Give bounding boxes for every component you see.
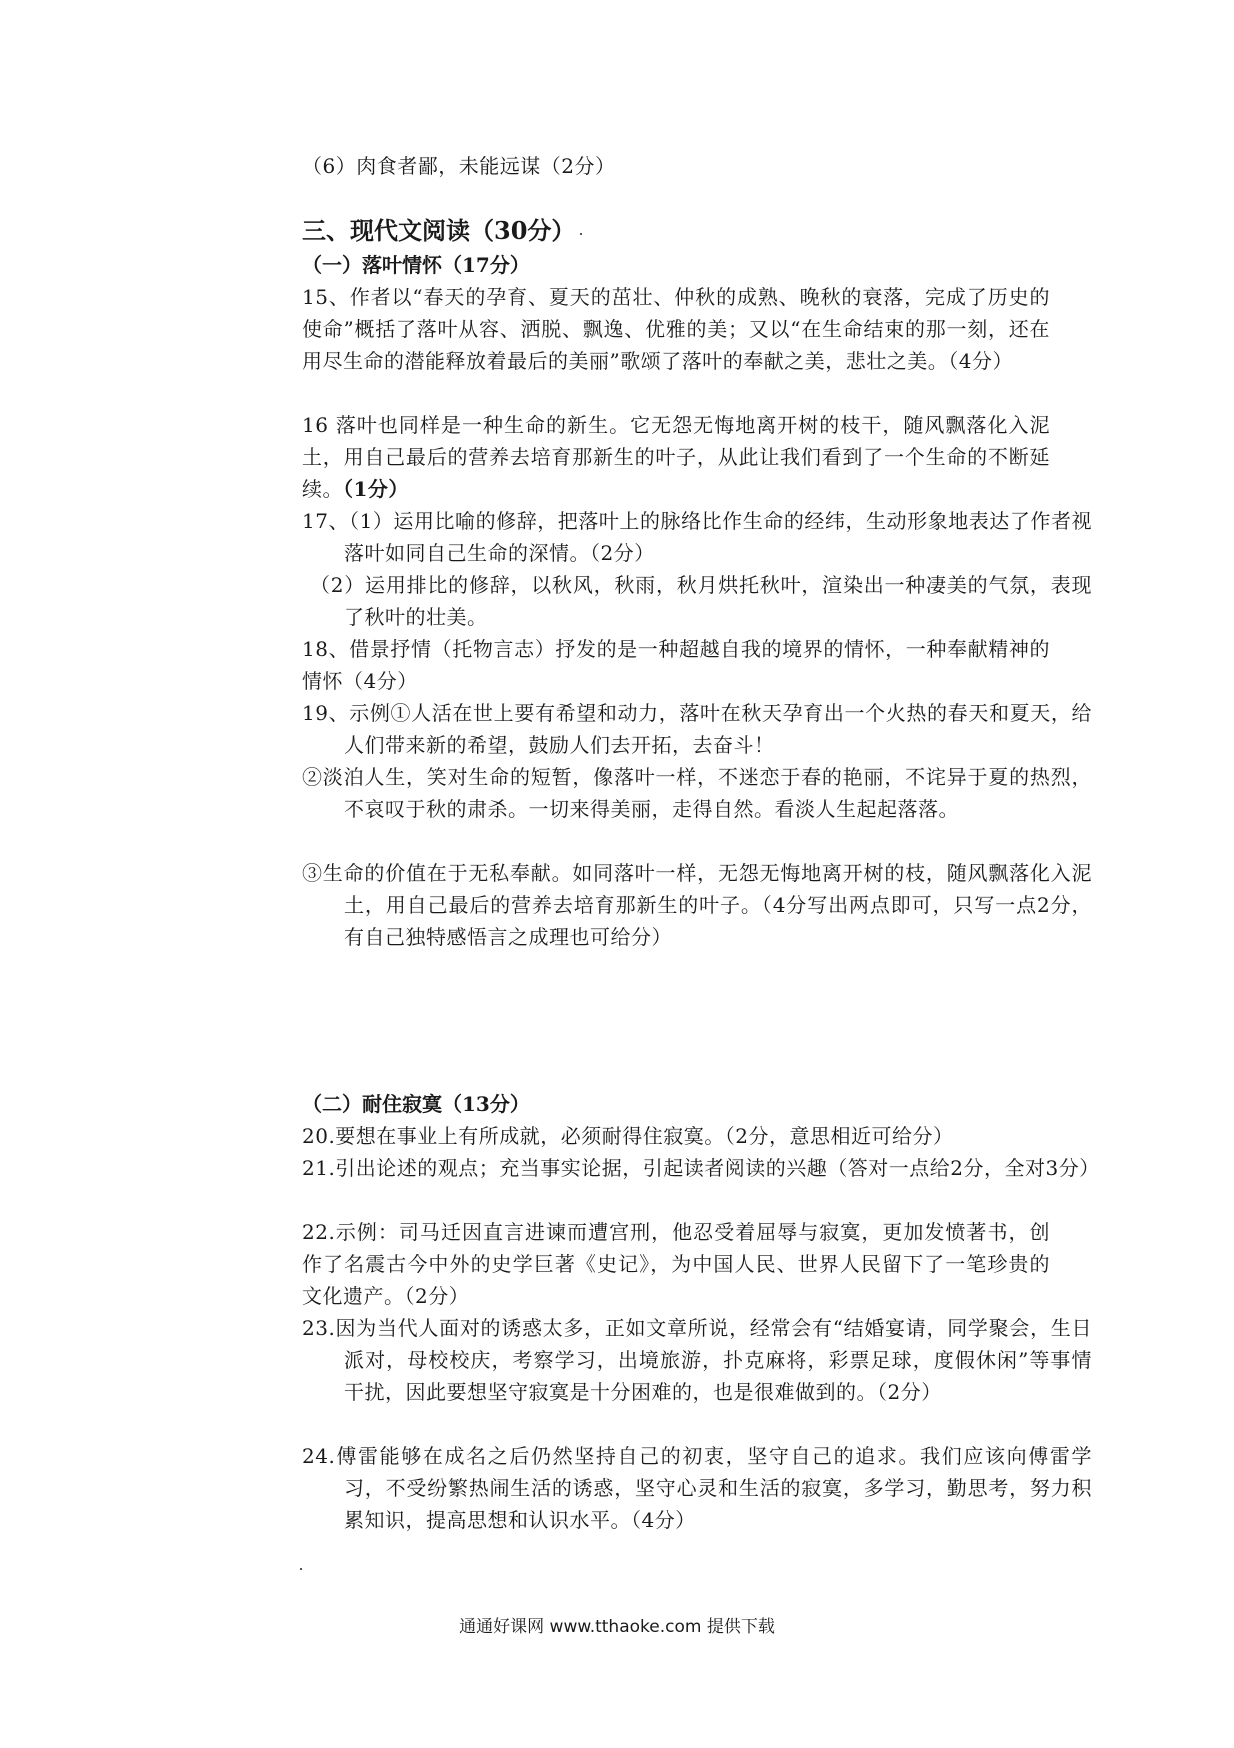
answer-q21: 21.引出论述的观点；充当事实论据，引起读者阅读的兴趣（答对一点给2分，全对3分） [302, 1156, 1100, 1180]
answer-q16 [302, 409, 1050, 505]
answer-q17-part2: （2）运用排比的修辞，以秋风，秋雨，秋月烘托秋叶，渲染出一种凄美的气氛，表现了秋叶的壮美。 [310, 573, 1092, 629]
scan-speck [300, 1568, 302, 1570]
subsection-title-fallen-leaves: （一）落叶情怀（17分） [302, 253, 530, 277]
answer-q19-example3: ③生命的价值在于无私奉献。如同落叶一样，无怨无悔地离开树的枝，随风飘落化入泥土，用自己最后的营养去培育那新生的叶子。（4分写出两点即可，只写一点2分，有自己独特感悟言之成理也可给分） [302, 861, 1092, 949]
answer-q19-example1: 19、示例①人活在世上要有希望和动力，落叶在秋天孕育出一个火热的春天和夏天，给人们带来新的希望，鼓励人们去开拓，去奋斗！ [302, 701, 1092, 757]
answer-q23: 23.因为当代人面对的诱惑太多，正如文章所说，经常会有“结婚宴请，同学聚会，生日派对，母校校庆，考察学习，出境旅游，扑克麻将，彩票足球，度假休闲”等事情干扰，因此要想坚守寂寞是十分困难的，也是很难做到的。（2分） [302, 1316, 1092, 1404]
answer-q15: 15、作者以“春天的孕育、夏天的茁壮、仲秋的成熟、晚秋的衰落，完成了历史的使命”概括了落叶从容、洒脱、飘逸、优雅的美；又以“在生命结束的那一刻，还在用尽生命的潜能释放着最后的美丽”歌颂了落叶的奉献之美，悲壮之美。（4分） [302, 285, 1050, 373]
section-title-modern-reading: 三、现代文阅读（30分） [302, 216, 576, 245]
footer-credit: 通通好课网 www.tthaoke.com 提供下载 [459, 1617, 775, 1637]
scan-speck [580, 233, 582, 235]
answer-q17-part1: 17、（1）运用比喻的修辞，把落叶上的脉络比作生命的经纬，生动形象地表达了作者视落叶如同自己生命的深情。（2分） [302, 509, 1092, 565]
answer-q16-score: （1分） [343, 477, 409, 501]
answer-q19-example2: ②淡泊人生，笑对生命的短暂，像落叶一样，不迷恋于春的艳丽，不诧异于夏的热烈，不哀叹于秋的肃杀。一切来得美丽，走得自然。看淡人生起起落落。 [302, 765, 1092, 821]
answer-q24: 24.傅雷能够在成名之后仍然坚持自己的初衷，坚守自己的追求。我们应该向傅雷学习，不受纷繁热闹生活的诱惑，坚守心灵和生活的寂寞，多学习，勤思考，努力积累知识，提高思想和认识水平。（4分） [302, 1444, 1092, 1532]
answer-q16-text: 16 落叶也同样是一种生命的新生。它无怨无悔地离开树的枝干，随风飘落化入泥土，用自己最后的营养去培育那新生的叶子，从此让我们看到了一个生命的不断延续。 [302, 413, 1050, 501]
answer-q22: 22.示例：司马迁因直言进谏而遭宫刑，他忍受着屈辱与寂寞，更加发愤著书，创作了名震古今中外的史学巨著《史记》，为中国人民、世界人民留下了一笔珍贵的文化遗产。（2分） [302, 1220, 1050, 1308]
answer-item-6: （6）肉食者鄙，未能远谋（2分） [302, 154, 616, 178]
answer-q18: 18、借景抒情（托物言志）抒发的是一种超越自我的境界的情怀，一种奉献精神的情怀（4分） [302, 637, 1050, 693]
subsection-title-solitude: （二）耐住寂寞（13分） [302, 1092, 530, 1116]
answer-q20: 20.要想在事业上有所成就，必须耐得住寂寞。（2分，意思相近可给分） [302, 1124, 954, 1148]
